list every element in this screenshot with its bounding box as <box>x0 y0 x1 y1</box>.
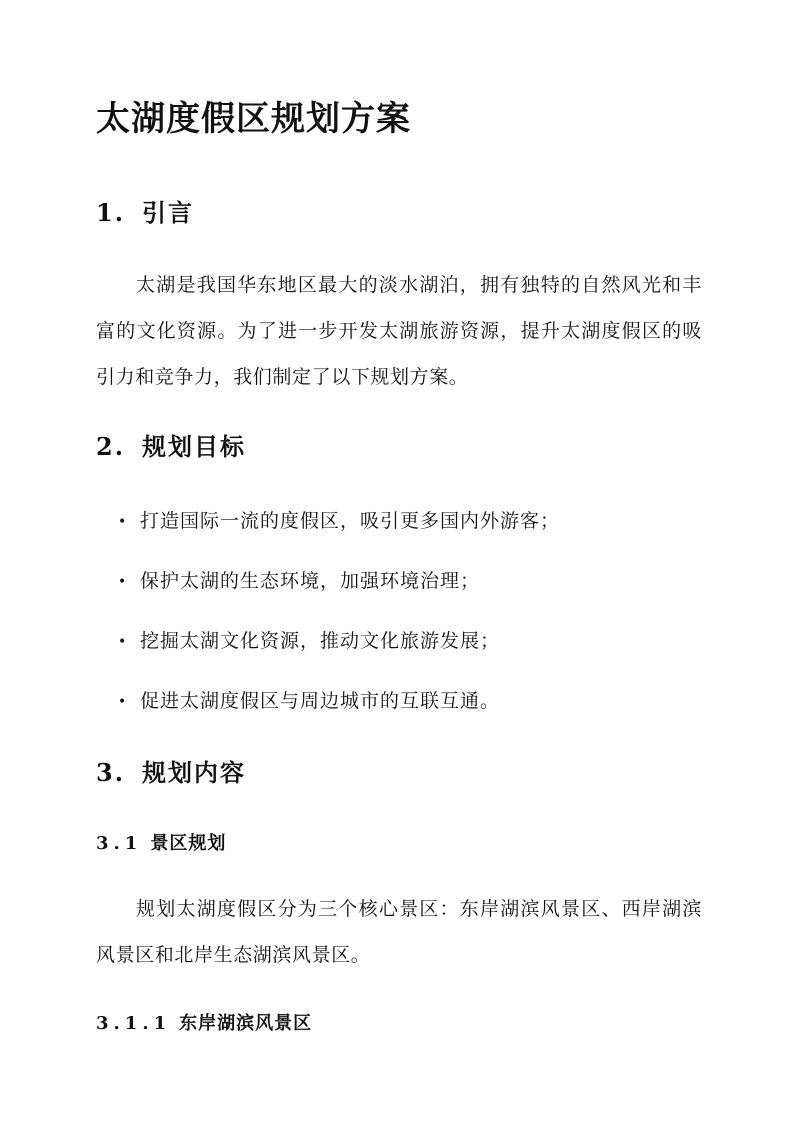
subsection-number: 3.1 <box>96 833 143 854</box>
section-number: 3. <box>96 758 126 787</box>
section-number: 2. <box>96 432 126 461</box>
list-item-text: 打造国际一流的度假区，吸引更多国内外游客； <box>140 510 561 532</box>
section-heading-content <box>96 756 246 790</box>
section-number: 1. <box>96 198 126 227</box>
list-item <box>118 678 560 738</box>
subsection-title: 东岸湖滨风景区 <box>179 1013 313 1034</box>
bullet-icon: • <box>118 514 128 530</box>
list-item <box>118 498 560 558</box>
subsection-title: 景区规划 <box>150 833 227 854</box>
list-item <box>118 618 560 678</box>
goals-list <box>118 498 560 738</box>
list-item-text: 促进太湖度假区与周边城市的互联互通。 <box>140 690 501 712</box>
list-item-text: 保护太湖的生态环境，加强环境治理； <box>140 570 481 592</box>
section-heading-goals <box>96 430 246 464</box>
bullet-icon: • <box>118 694 128 710</box>
scenic-planning-paragraph: 规划太湖度假区分为三个核心景区：东岸湖滨风景区、西岸湖滨风景区和北岸生态湖滨风景区。 <box>96 898 702 966</box>
introduction-paragraph: 太湖是我国华东地区最大的淡水湖泊，拥有独特的自然风光和丰富的文化资源。为了进一步开发太湖旅游资源，提升太湖度假区的吸引力和竞争力，我们制定了以下规划方案。 <box>96 274 702 388</box>
section-heading-introduction <box>96 196 194 230</box>
section-title: 引言 <box>142 198 194 227</box>
document-title: 太湖度假区规划方案 <box>96 99 411 139</box>
subsection-heading-east-shore <box>96 1010 312 1038</box>
subsection-heading-scenic-planning <box>96 830 226 858</box>
list-item <box>118 558 560 618</box>
list-item-text: 挖掘太湖文化资源，推动文化旅游发展； <box>140 630 501 652</box>
bullet-icon: • <box>118 634 128 650</box>
bullet-icon: • <box>118 574 128 590</box>
section-title: 规划目标 <box>142 432 246 461</box>
section-title: 规划内容 <box>142 758 246 787</box>
subsection-number: 3.1.1 <box>96 1013 172 1034</box>
